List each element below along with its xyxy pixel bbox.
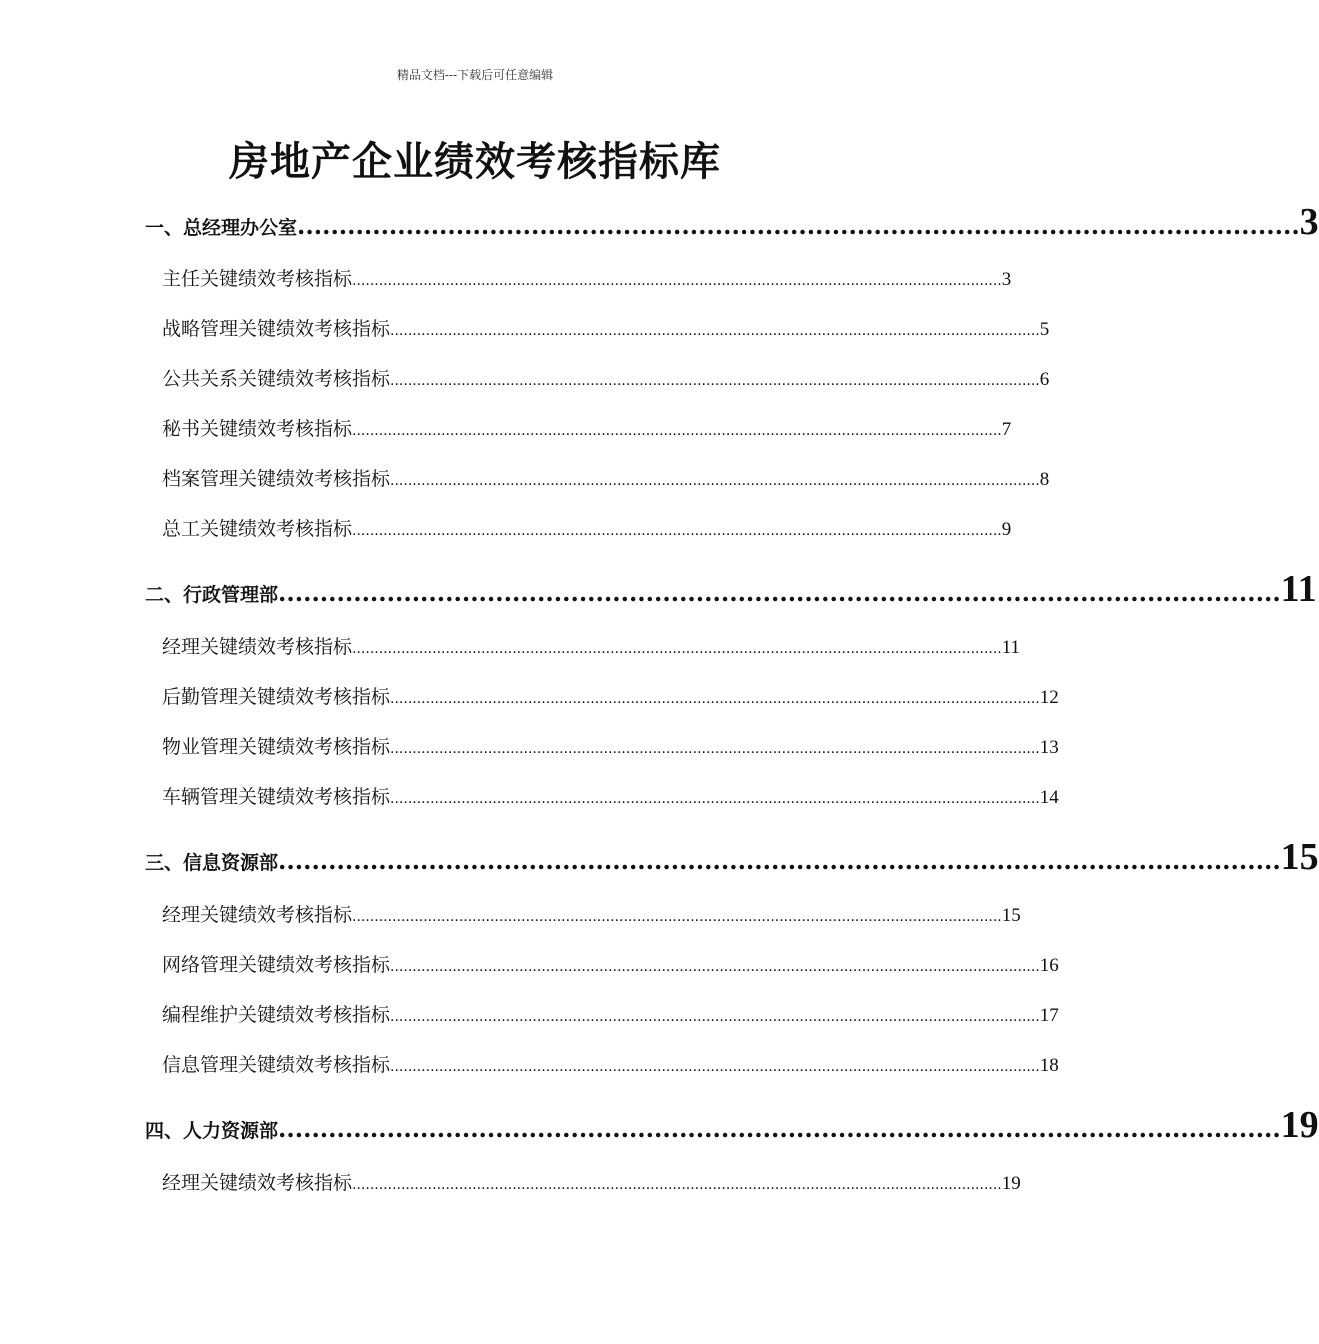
toc-leader: .................................................................................................................................................. [390,1009,1040,1025]
toc-leader: .................................................................................................................................................. [352,1177,1002,1193]
toc-item-label: 经理关键绩效考核指标 [162,1172,353,1194]
toc-item[interactable] [162,464,1050,492]
toc-leader: .................................................................................................................................................. [390,959,1040,975]
toc-item[interactable] [162,632,1021,660]
header-note: 精品文档---下载后可任意编辑 [396,68,554,82]
toc-leader: .................................................................................................................................................. [390,741,1040,757]
toc-item[interactable] [162,264,1012,292]
toc-section-page: 11 [1280,568,1317,610]
toc-item-page: 6 [1039,369,1050,390]
toc-section-label: 四、人力资源部 [145,1120,279,1142]
toc-item[interactable] [162,414,1012,442]
toc-leader: .................................................................................................................................................. [390,323,1040,339]
toc-item-page: 12 [1039,687,1059,708]
toc-leader: ........................................................................................................................ [297,211,1300,240]
toc-leader: ........................................................................................................................ [278,1114,1281,1143]
toc-item-page: 16 [1039,955,1059,976]
toc-leader: .................................................................................................................................................. [352,641,1002,657]
toc-leader: .................................................................................................................................................. [352,523,1002,539]
toc-leader: .................................................................................................................................................. [390,691,1040,707]
toc-leader: .................................................................................................................................................. [390,791,1040,807]
toc-item[interactable] [162,1050,1059,1078]
toc-section-label: 三、信息资源部 [145,852,279,874]
toc-item-label: 网络管理关键绩效考核指标 [162,954,391,976]
toc-section[interactable] [145,567,1317,611]
toc-section[interactable] [145,1103,1319,1147]
toc-item-label: 主任关键绩效考核指标 [162,268,353,290]
toc-item-page: 17 [1039,1005,1059,1026]
toc-item-label: 秘书关键绩效考核指标 [162,418,353,440]
toc-item[interactable] [162,1000,1059,1028]
toc-section-page: 15 [1280,836,1319,878]
toc-item-page: 7 [1001,419,1012,440]
toc-item[interactable] [162,950,1059,978]
toc-section-page: 3 [1299,201,1319,243]
toc-leader: .................................................................................................................................................. [352,423,1002,439]
toc-leader: .................................................................................................................................................. [390,373,1040,389]
toc-item-label: 经理关键绩效考核指标 [162,904,353,926]
toc-item-page: 8 [1039,469,1050,490]
toc-item-page: 11 [1001,637,1021,658]
toc-item-label: 公共关系关键绩效考核指标 [162,368,391,390]
toc-item-page: 13 [1039,737,1059,758]
toc-item[interactable] [162,782,1059,810]
toc-item[interactable] [162,1168,1021,1196]
toc-item-page: 5 [1039,319,1050,340]
document-title: 房地产企业绩效考核指标库 [229,138,721,185]
toc-item-page: 18 [1039,1055,1059,1076]
toc-item-page: 9 [1001,519,1012,540]
toc-item[interactable] [162,514,1012,542]
toc-item-label: 战略管理关键绩效考核指标 [162,318,391,340]
toc-item-label: 经理关键绩效考核指标 [162,636,353,658]
toc-item[interactable] [162,314,1050,342]
toc-item-page: 15 [1001,905,1021,926]
toc-leader: .................................................................................................................................................. [352,909,1002,925]
toc-item-label: 物业管理关键绩效考核指标 [162,736,391,758]
toc-item-label: 总工关键绩效考核指标 [162,518,353,540]
toc-section[interactable] [145,835,1319,879]
toc-section-label: 二、行政管理部 [145,584,279,606]
toc-leader: .................................................................................................................................................. [390,1059,1040,1075]
toc-item[interactable] [162,732,1059,760]
toc-item[interactable] [162,364,1050,392]
toc-item-label: 档案管理关键绩效考核指标 [162,468,391,490]
toc-item[interactable] [162,682,1059,710]
toc-leader: ........................................................................................................................ [278,578,1281,607]
toc-item-page: 3 [1001,269,1012,290]
toc-leader: .................................................................................................................................................. [352,273,1002,289]
toc-leader: .................................................................................................................................................. [390,473,1040,489]
toc-item-page: 14 [1039,787,1059,808]
toc-section-page: 19 [1280,1104,1319,1146]
toc-item-label: 后勤管理关键绩效考核指标 [162,686,391,708]
toc-item-label: 编程维护关键绩效考核指标 [162,1004,391,1026]
toc-item-label: 信息管理关键绩效考核指标 [162,1054,391,1076]
toc-section[interactable] [145,200,1319,244]
toc-leader: ........................................................................................................................ [278,846,1281,875]
toc-section-label: 一、总经理办公室 [145,217,298,239]
toc-item[interactable] [162,900,1021,928]
toc-item-label: 车辆管理关键绩效考核指标 [162,786,391,808]
toc-item-page: 19 [1001,1173,1021,1194]
